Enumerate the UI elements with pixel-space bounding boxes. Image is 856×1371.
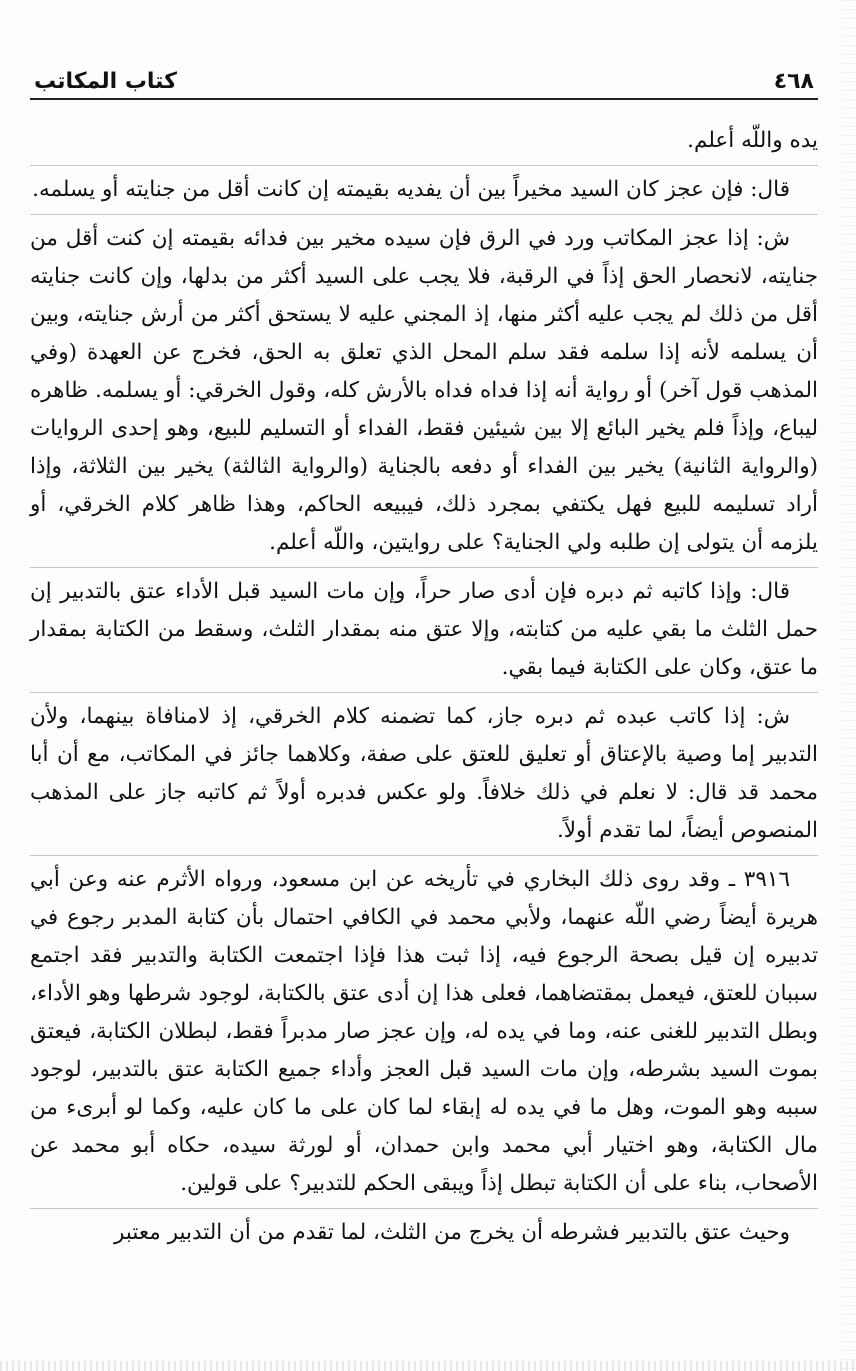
scan-bottom-noise: [0, 1361, 856, 1371]
divider: [30, 214, 818, 215]
divider: [30, 1208, 818, 1209]
paragraph-3: ش: إذا عجز المكاتب ورد في الرق فإن سيده مخير بين فدائه بقيمته إن كنت أقل من جنايته، لانحصار الحق إذاً في الرقبة، فلا يجب على السيد أكثر من بدلها، وإن كانت جنايته أقل من ذلك لم يجب عليه أكثر منها، إذ المجني عليه لا يستحق أكثر من أرش جنايته، وبين أن يسلمه لأنه إذا سلمه فقد سلم المحل الذي تعلق به الحق، فخرج عن العهدة (وفي المذهب قول آخر) أو رواية أنه إذا فداه فداه بالأرش كله، وقول الخرقي: أو يسلمه. ظاهره ليباع، وإذاً فلم يخير البائع إلا بين شيئين فقط، الفداء أو التسليم للبيع، وهو إحدى الروايات (والرواية الثانية) يخير بين الفداء أو دفعه بالجناية (والرواية الثالثة) يخير بين الثلاثة، وإذا أراد تسليمه للبيع فهل يكتفي بمجرد ذلك، فيبيعه الحاكم، وهذا ظاهر كلام الخرقي، أو يلزمه أن يتولى إن طلبه ولي الجناية؟ على روايتين، واللّه أعلم.: [30, 226, 818, 555]
paragraph-1: يده واللّه أعلم.: [687, 128, 818, 153]
running-header: [30, 60, 818, 100]
divider: [30, 165, 818, 166]
divider: [30, 692, 818, 693]
paragraph-2: قال: فإن عجز كان السيد مخيراً بين أن يفديه بقيمته إن كانت أقل من جنايته أو يسلمه.: [32, 177, 790, 202]
paragraph-4: قال: وإذا كاتبه ثم دبره فإن أدى صار حراً، وإن مات السيد قبل الأداء عتق بالتدبير إن حمل الثلث ما بقي عليه من كتابته، وإلا عتق منه بمقدار الثلث، وسقط من الكتابة بمقدار ما عتق، وكان على الكتابة فيما بقي.: [30, 579, 818, 680]
book-page: [30, 60, 818, 1371]
divider: [30, 567, 818, 568]
scan-edge-noise: [842, 0, 856, 1371]
paragraph-5: ش: إذا كاتب عبده ثم دبره جاز، كما تضمنه كلام الخرقي، إذ لامنافاة بينهما، ولأن التدبير إما وصية بالإعتاق أو تعليق للعتق على صفة، وكلاهما جائز في المكاتب، مع أن أبا محمد قد قال: لا نعلم في ذلك خلافاً. ولو عكس فدبره أولاً ثم كاتبه جاز على المذهب المنصوص أيضاً، لما تقدم أولاً.: [30, 704, 818, 843]
header-title: كتاب المكاتب: [34, 69, 177, 94]
paragraph-7: وحيث عتق بالتدبير فشرطه أن يخرج من الثلث، لما تقدم من أن التدبير معتبر: [114, 1220, 790, 1245]
paragraph-6: ٣٩١٦ ـ وقد روى ذلك البخاري في تأريخه عن ابن مسعود، ورواه الأثرم عنه وعن أبي هريرة أيضاً رضي اللّه عنهما، ولأبي محمد في الكافي احتمال بأن كتابة المدبر رجوع في تدبيره إن قيل بصحة الرجوع فيه، إذا ثبت هذا فإذا اجتمعت الكتابة والتدبير فقد اجتمع سببان للعتق، فيعمل بمقتضاهما، فعلى هذا إن أدى عتق بالكتابة، لوجود شرطها وهو الأداء، وبطل التدبير للغنى عنه، وما في يده له، وإن عجز صار مدبراً فقط، لبطلان الكتابة، فيعتق بموت السيد بشرطه، وإن مات السيد قبل العجز وأداء جميع الكتابة عتق بالتدبير، لوجود سببه وهو الموت، وهل ما في يده له إبقاء لما كان على ما كان عليه، وكما لو أبرىء من مال الكتابة، وهو اختيار أبي محمد وابن حمدان، أو لورثة سيده، حكاه أبو محمد عن الأصحاب، بناء على أن الكتابة تبطل إذاً ويبقى الحكم للتدبير؟ على قولين.: [30, 867, 818, 1196]
page-number: ٤٦٨: [773, 69, 814, 94]
body-text: [30, 122, 818, 1252]
divider: [30, 855, 818, 856]
